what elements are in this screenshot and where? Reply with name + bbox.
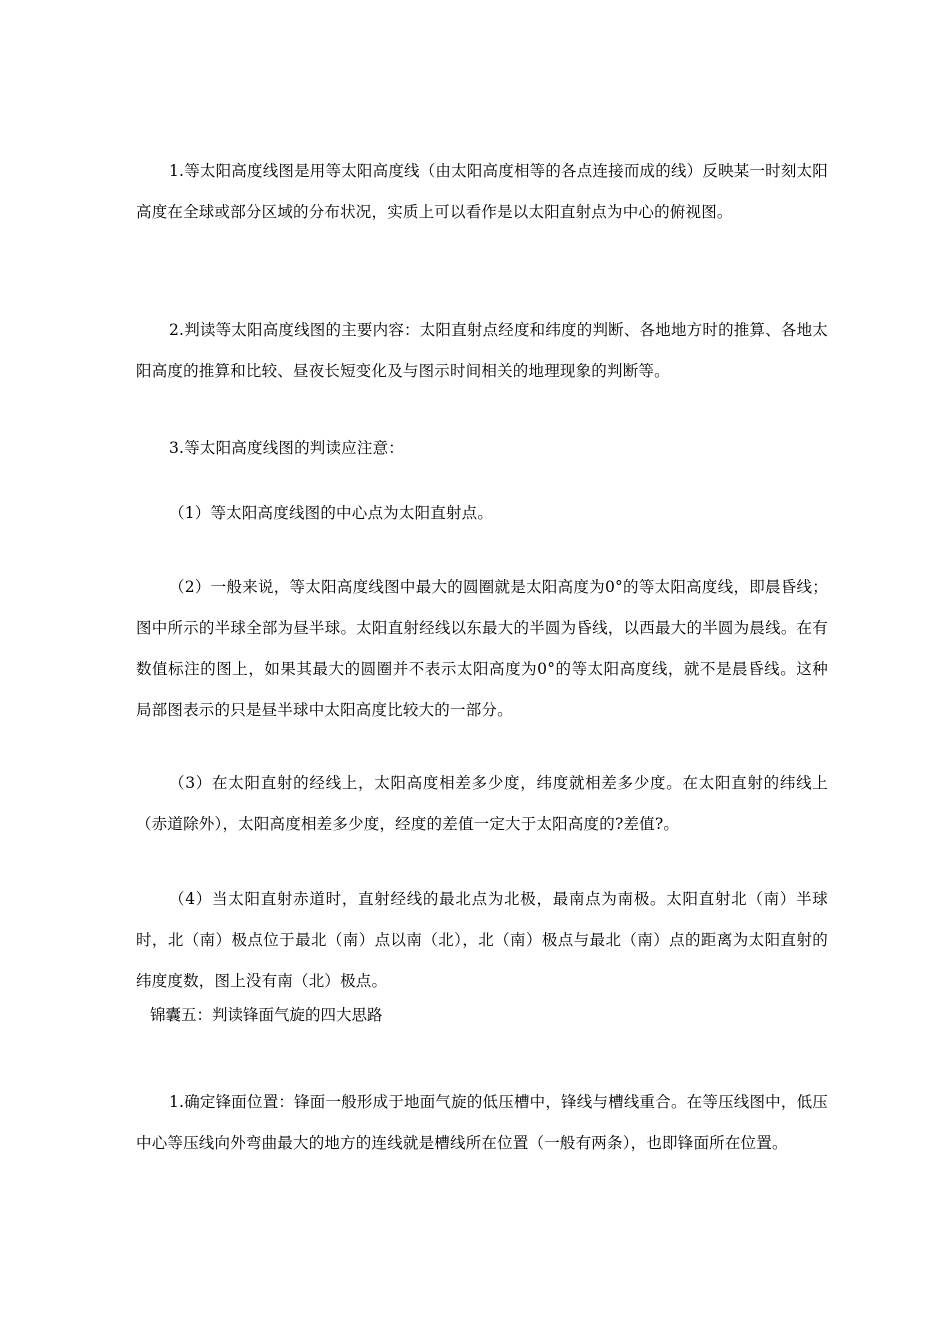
paragraph-1: 1.等太阳高度线图是用等太阳高度线（由太阳高度相等的各点连接而成的线）反映某一时刻太阳高度在全球或部分区域的分布状况，实质上可以看作是以太阳直射点为中心的俯视图。 — [136, 162, 828, 221]
paragraph-5: （2）一般来说，等太阳高度线图中最大的圆圈就是太阳高度为0°的等太阳高度线，即晨昏线；图中所示的半球全部为昼半球。太阳直射经线以东最大的半圆为昏线，以西最大的半圆为晨线。在有数值标注的图上，如果其最大的圆圈并不表示太阳高度为0°的等太阳高度线，就不是晨昏线。这种局部图表示的只是昼半球中太阳高度比较大的一部分。 — [136, 578, 828, 719]
paragraph-2: 2.判读等太阳高度线图的主要内容：太阳直射点经度和纬度的判断、各地地方时的推算、各地太阳高度的推算和比较、昼夜长短变化及与图示时间相关的地理现象的判断等。 — [136, 321, 828, 380]
paragraph-7: （4）当太阳直射赤道时，直射经线的最北点为北极，最南点为南极。太阳直射北（南）半球时，北（南）极点位于最北（南）点以南（北），北（南）极点与最北（南）点的距离为太阳直射的纬度度数，图上没有南（北）极点。 — [136, 890, 828, 990]
section-heading: 锦囊五：判读锋面气旋的四大思路 — [150, 1006, 383, 1024]
paragraph-4: （1）等太阳高度线图的中心点为太阳直射点。 — [169, 504, 494, 522]
paragraph-6: （3）在太阳直射的经线上，太阳高度相差多少度，纬度就相差多少度。在太阳直射的纬线上（赤道除外），太阳高度相差多少度，经度的差值一定大于太阳高度的?差值?。 — [136, 774, 828, 833]
section-paragraph-1: 1.确定锋面位置：锋面一般形成于地面气旋的低压槽中，锋线与槽线重合。在等压线图中，低压中心等压线向外弯曲最大的地方的连线就是槽线所在位置（一般有两条），也即锋面所在位置。 — [136, 1093, 828, 1152]
paragraph-3: 3.等太阳高度线图的判读应注意： — [169, 439, 404, 457]
